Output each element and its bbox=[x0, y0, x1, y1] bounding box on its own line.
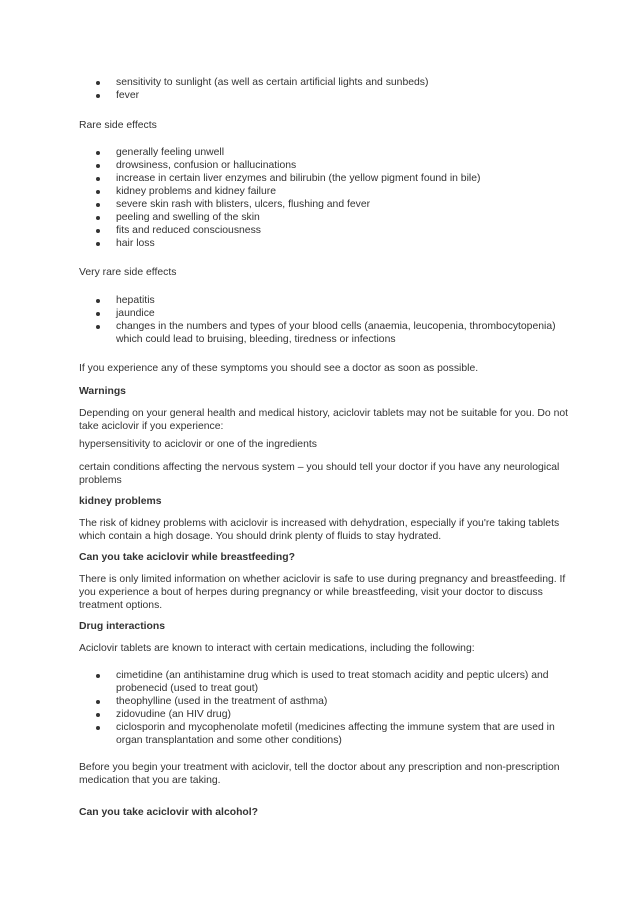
list-item-text: hepatitis bbox=[116, 295, 155, 306]
bullet-icon bbox=[96, 177, 100, 181]
bullet-icon bbox=[96, 299, 100, 303]
drug-interactions-heading: Drug interactions bbox=[79, 621, 166, 632]
warnings-paragraph: Depending on your general health and medical history, aciclovir tablets may not be suitable for you. Do not take aciclovir if you experience: bbox=[79, 408, 569, 432]
drug-interactions-paragraph: Aciclovir tablets are known to interact with certain medications, including the following: bbox=[79, 643, 475, 654]
list-item bbox=[79, 320, 579, 346]
bullet-icon bbox=[96, 94, 100, 98]
side-effects-list bbox=[79, 76, 579, 102]
list-item-text: zidovudine (an HIV drug) bbox=[116, 709, 231, 720]
list-item-text: hair loss bbox=[116, 238, 155, 249]
list-item-text: ciclosporin and mycophenolate mofetil (medicines affecting the immune system that are used in organ transplantation and some other conditions) bbox=[116, 722, 555, 746]
kidney-problems-paragraph: The risk of kidney problems with aciclovir is increased with dehydration, especially if you're taking tablets which contain a high dosage. You should drink plenty of fluids to stay hydrated. bbox=[79, 518, 560, 542]
bullet-icon bbox=[96, 726, 100, 730]
very-rare-side-effects-list bbox=[79, 294, 579, 346]
list-item-text: drowsiness, confusion or hallucinations bbox=[116, 160, 297, 171]
list-item-text: severe skin rash with blisters, ulcers, flushing and fever bbox=[116, 199, 371, 210]
list-item bbox=[79, 669, 579, 695]
bullet-icon bbox=[96, 190, 100, 194]
list-item-text: changes in the numbers and types of your blood cells (anaemia, leucopenia, thrombocytopenia) which could lead to bruising, bleeding, tiredness or infections bbox=[116, 321, 556, 345]
list-item bbox=[79, 198, 579, 211]
breastfeeding-heading: Can you take aciclovir while breastfeeding? bbox=[79, 552, 295, 563]
list-item-text: generally feeling unwell bbox=[116, 147, 225, 158]
list-item bbox=[79, 224, 579, 237]
list-item bbox=[79, 211, 579, 224]
list-item bbox=[79, 146, 579, 159]
list-item bbox=[79, 185, 579, 198]
list-item-text: peeling and swelling of the skin bbox=[116, 212, 260, 223]
list-item bbox=[79, 172, 579, 185]
bullet-icon bbox=[96, 164, 100, 168]
list-item bbox=[79, 294, 579, 307]
alcohol-heading: Can you take aciclovir with alcohol? bbox=[79, 807, 258, 818]
hypersensitivity-paragraph: hypersensitivity to aciclovir or one of the ingredients bbox=[79, 439, 317, 450]
very-rare-side-effects-heading: Very rare side effects bbox=[79, 267, 177, 278]
breastfeeding-paragraph: There is only limited information on whether aciclovir is safe to use during pregnancy and breastfeeding. If you experience a bout of herpes during pregnancy or while breastfeeding, visit your doctor to discuss treatment options. bbox=[79, 574, 566, 611]
list-item-text: fits and reduced consciousness bbox=[116, 225, 261, 236]
bullet-icon bbox=[96, 713, 100, 717]
bullet-icon bbox=[96, 700, 100, 704]
list-item-text: kidney problems and kidney failure bbox=[116, 186, 276, 197]
before-treatment-paragraph: Before you begin your treatment with aciclovir, tell the doctor about any prescription and non-prescription medication that you are taking. bbox=[79, 762, 560, 786]
list-item-text: sensitivity to sunlight (as well as certain artificial lights and sunbeds) bbox=[116, 77, 429, 88]
list-item bbox=[79, 159, 579, 172]
warnings-heading: Warnings bbox=[79, 386, 126, 397]
list-item bbox=[79, 76, 579, 89]
rare-side-effects-heading: Rare side effects bbox=[79, 120, 157, 131]
list-item-text: increase in certain liver enzymes and bilirubin (the yellow pigment found in bile) bbox=[116, 173, 481, 184]
list-item bbox=[79, 237, 579, 250]
list-item bbox=[79, 89, 579, 102]
bullet-icon bbox=[96, 325, 100, 329]
list-item bbox=[79, 708, 579, 721]
bullet-icon bbox=[96, 151, 100, 155]
list-item bbox=[79, 721, 579, 747]
list-item bbox=[79, 307, 579, 320]
list-item bbox=[79, 695, 579, 708]
list-item-text: cimetidine (an antihistamine drug which is used to treat stomach acidity and peptic ulcers) and probenecid (used to treat gout) bbox=[116, 670, 549, 694]
kidney-problems-heading: kidney problems bbox=[79, 496, 162, 507]
nervous-system-paragraph: certain conditions affecting the nervous system – you should tell your doctor if you have any neurological problems bbox=[79, 462, 560, 486]
list-item-text: fever bbox=[116, 90, 140, 101]
list-item-text: jaundice bbox=[116, 308, 155, 319]
bullet-icon bbox=[96, 216, 100, 220]
interacting-drugs-list bbox=[79, 669, 579, 747]
bullet-icon bbox=[96, 674, 100, 678]
bullet-icon bbox=[96, 203, 100, 207]
list-item-text: theophylline (used in the treatment of asthma) bbox=[116, 696, 328, 707]
bullet-icon bbox=[96, 242, 100, 246]
bullet-icon bbox=[96, 229, 100, 233]
bullet-icon bbox=[96, 81, 100, 85]
rare-side-effects-list bbox=[79, 146, 579, 250]
symptoms-paragraph: If you experience any of these symptoms you should see a doctor as soon as possible. bbox=[79, 363, 479, 374]
bullet-icon bbox=[96, 312, 100, 316]
